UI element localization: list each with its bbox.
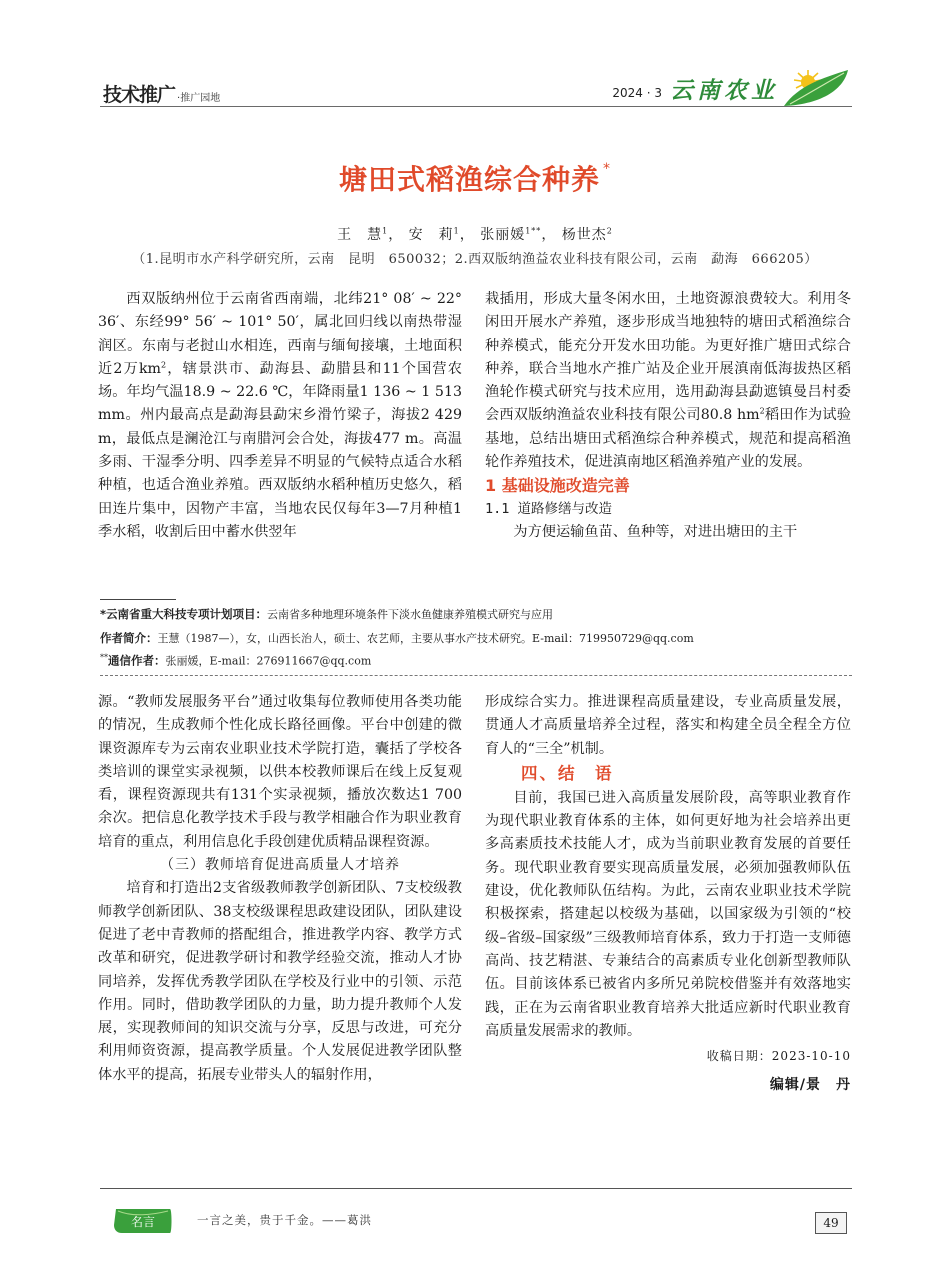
author: 杨世杰: [561, 227, 607, 243]
author-list: 王 慧$^1$， 安 莉$^1$， 张丽媛$^{1**}$， 杨世杰$^2$: [337, 226, 613, 243]
superscript: 2: [759, 406, 765, 416]
body-column-4: [485, 691, 851, 1098]
section-label: [103, 80, 220, 106]
paragraph: 为方便运输鱼苗、鱼种等，对进出塘田的主干: [513, 524, 798, 541]
section-heading: 四、结 语: [521, 763, 614, 783]
body-column-2: [485, 288, 851, 545]
page-header: [0, 0, 950, 130]
affiliations: （1.昆明市水产科学研究所，云南 昆明 650032；2.西双版纳渔益农业科技有限公司，云南 勐海 666205）: [132, 252, 818, 267]
paragraph: 源。“教师发展服务平台”通过收集每位教师使用各类功能的情况，生成教师个性化成长路径画像。平台中创建的微课资源库专为云南农业职业技术学院打造，囊括了学校各类培训的课堂实录视频，以供本校教师课后在线上反复观看，课程资源现共有131个实录视频，播放次数达1 700余次。把信息化教学技术手段与教学相融合作为职业教育培育的重点，利用信息化手段创建优质精品课程资源。: [98, 694, 462, 850]
received-date: 收稿日期：2023-10-10: [706, 1049, 851, 1064]
author: 安 莉: [408, 227, 454, 243]
sun-leaf-logo-icon: [780, 68, 850, 108]
footnote-rule: [100, 599, 176, 600]
text-run: 西双版纳州位于云南省西南端，北纬21° 08′ ~ 22° 36′、东经99° 56′ ~ 101° 50′，属北回归线以南热带湿润区。东南与老挝山水相连，西南与缅甸接壤，土地面积近2万km: [98, 291, 462, 377]
header-divider: [100, 106, 852, 107]
subsection-heading: （三）教师培育促进高质量人才培养: [160, 857, 400, 874]
title-footnote-mark: *: [603, 160, 611, 177]
article-title: [0, 158, 950, 198]
footnote-mark: **: [100, 653, 108, 662]
paragraph: 目前，我国已进入高质量发展阶段，高等职业教育作为现代职业教育体系的主体，如何更好地为社会培养出更多高素质技术技能人才，成为当前职业教育发展的首要任务。现代职业教育要实现高质量发展，必须加强教师队伍建设，优化教师队伍结构。为此，云南农业职业技术学院积极探索，搭建起以校级为基础，以国家级为引领的“校级–省级–国家级”三级教师培育体系，致力于打造一支师德高尚、技艺精湛、专兼结合的高素质专业化创新型教师队伍。目前该体系已被省内多所兄弟院校借鉴并有效落地实践，正在为云南省职业教育培养大批适应新时代职业教育高质量发展需求的教师。: [485, 789, 851, 1039]
author-affil-mark: 1: [453, 226, 460, 236]
subsection-heading: 1.1 道路修缮与改造: [485, 501, 613, 518]
text-run: ，辖景洪市、勐海县、勐腊县和11个国营农场。年均气温18.9 ~ 22.6 ℃，年降雨量1 136 ~ 1 513 mm。州内最高点是勐海县勐宋乡滑竹梁子，海拔2 429 m，最低点是澜沧江与南腊河会合处，海拔477 m。高温多雨、干湿季分明、四季差异不明显的气候特点适合水稻种植，也适合渔业养殖。西双版纳水稻种植历史悠久，稻田连片集中，因物产丰富，当地农民仅每年3—7月种植1季水稻，收割后田中蓄水供翌年: [98, 360, 462, 540]
footnote-text: 王慧（1987—），女，山西长治人，硕士、农艺师，主要从事水产技术研究。E-mail：719950729@qq.com: [157, 632, 694, 645]
footer-divider: [100, 1188, 852, 1189]
paragraph: [98, 288, 462, 544]
paragraph: [485, 288, 851, 474]
body-column-3: [98, 691, 462, 1087]
footnote-funding: [100, 607, 860, 622]
author-affil-mark: 1: [382, 226, 389, 236]
footnote-text: 云南省多种地理环境条件下淡水鱼健康养殖模式研究与应用: [267, 608, 554, 621]
author-affil-mark: 1**: [525, 226, 542, 236]
quote-tag-label: 名言: [130, 1215, 156, 1229]
footnote-label: 作者简介：: [100, 631, 158, 645]
paragraph: 形成综合实力。推进课程高质量建设，专业高质量发展，贯通人才高质量培养全过程，落实和构建全员全程全方位育人的“三全”机制。: [485, 694, 851, 757]
page-number: 49: [815, 1212, 847, 1234]
author: 张丽媛: [480, 227, 526, 243]
paragraph: 培育和打造出2支省级教师教学创新团队、7支校级教师教学创新团队、38支校级课程思政建设团队，团队建设促进了老中青教师的搭配组合，推进教学内容、教学方式改革和研究，促进教学研讨和教学经验交流，推动人才协同培养，发挥优秀教学团队在学校及行业中的引领、示范作用。同时，借助教学团队的力量，助力提升教师个人发展，实现教师间的知识交流与分享，反思与改进，可充分利用师资资源，提高教学质量。个人发展促进教学团队整体水平的提高，拓展专业带头人的辐射作用，: [98, 880, 462, 1083]
body-column-1: [98, 288, 462, 544]
quote-tag-icon: [112, 1207, 174, 1235]
journal-masthead: [612, 68, 850, 108]
text-run: 稻田作为试验基地，总结出塘田式稻渔综合种养模式，规范和提高稻渔轮作养殖技术，促进滇南地区稻渔养殖产业的发展。: [485, 407, 851, 471]
article-title-text: 塘田式稻渔综合种养: [338, 163, 600, 196]
section-heading: 1 基础设施改造完善: [485, 476, 630, 496]
section-subtitle: ·推广园地: [177, 92, 221, 104]
section-title: 技术推广: [103, 83, 176, 106]
superscript: 2: [161, 360, 167, 370]
dashed-divider: [100, 675, 852, 676]
issue-number: 2024 · 3: [612, 86, 662, 100]
footnote-text: 张丽媛，E-mail：276911667@qq.com: [165, 654, 372, 668]
text-run: 栽插用，形成大量冬闲水田，土地资源浪费较大。利用冬闲田开展水产养殖，逐步形成当地独特的塘田式稻渔综合种养模式，能充分开发水田功能。为更好推广塘田式综合种养，联合当地水产推广站及企业开展滇南低海拔热区稻渔轮作模式研究与技术应用，选用勐海县勐遮镇曼吕村委会西双版纳渔益农业科技有限公司80.8 hm: [485, 291, 851, 424]
footnote-label: *云南省重大科技专项计划项目：: [100, 607, 268, 621]
footnote-label: 通信作者：: [108, 653, 166, 668]
footer-quote: 一言之美，贵于千金。——葛洪: [197, 1213, 372, 1227]
journal-name: 云南农业: [670, 77, 778, 104]
footnote-corresponding: [100, 651, 860, 669]
author: 王 慧: [337, 227, 383, 243]
editor-credit: 编辑/景 丹: [769, 1077, 851, 1094]
author-affil-mark: 2: [606, 226, 613, 236]
footnote-author-bio: [100, 631, 860, 646]
